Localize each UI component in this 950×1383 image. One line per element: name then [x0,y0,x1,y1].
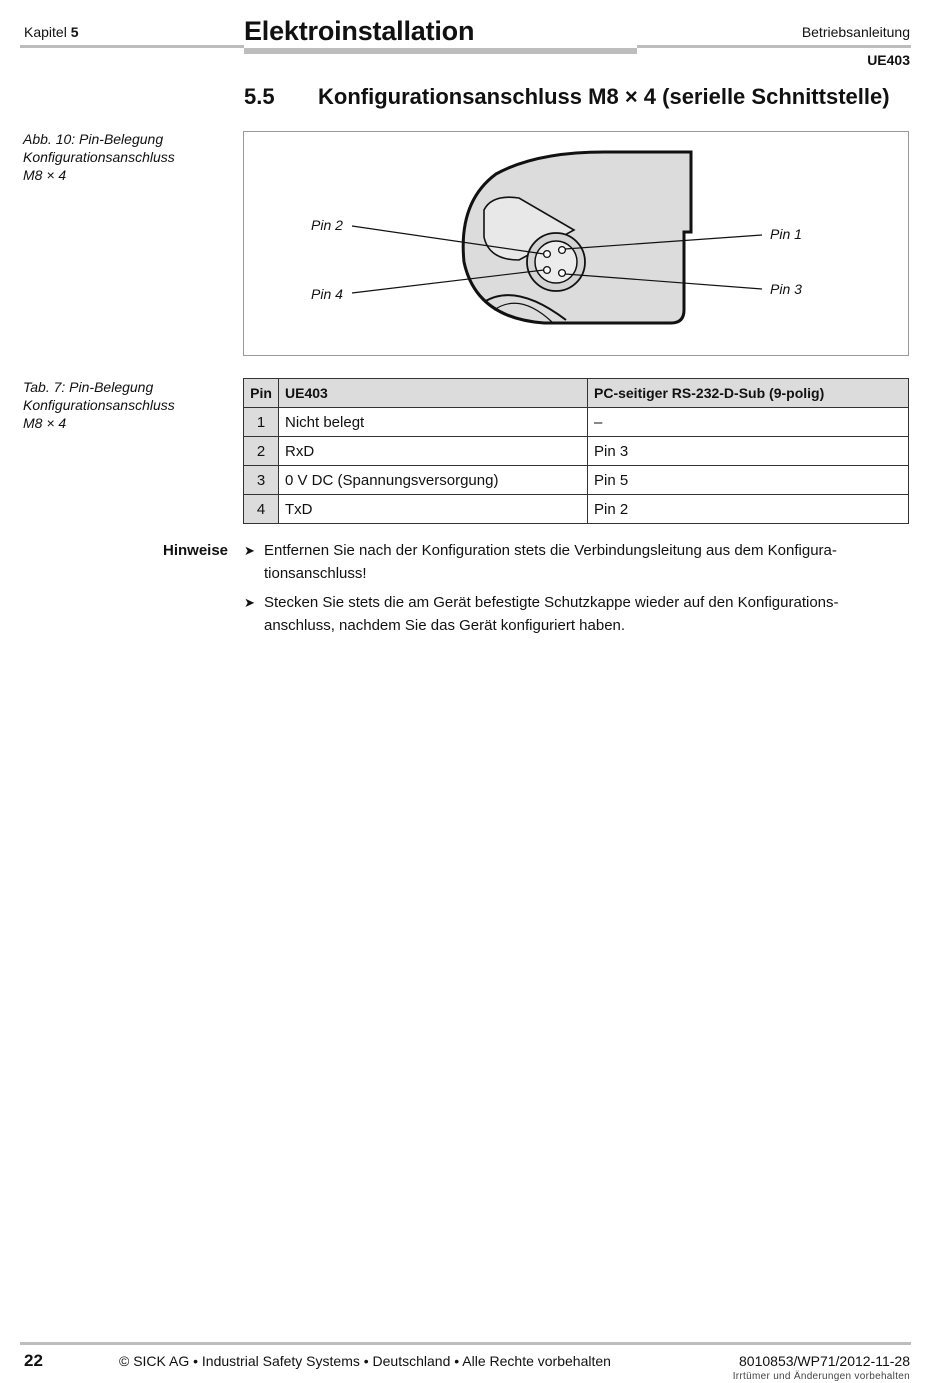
pin4-contact [544,267,551,274]
note-item [244,539,904,585]
pin-number: 2 [244,437,279,466]
note-text: Stecken Sie stets die am Gerät befestigte Schutzkappe wieder auf den Konfigurations- anschluss, nachdem Sie das Gerät konfiguriert haben. [264,594,839,634]
header-rule-middle [244,48,637,54]
note-item [244,591,904,637]
pc-pin: Pin 5 [588,466,909,495]
pc-pin: – [588,408,909,437]
pin4-label: Pin 4 [311,286,343,302]
pin3-label: Pin 3 [770,281,802,297]
header-pin: Pin [244,379,279,408]
arrow-bullet-icon: ➤ [244,543,255,558]
connector-figure [243,131,909,356]
footer-rule [20,1342,911,1345]
pin2-contact [544,251,551,258]
chapter-label: Kapitel 5 [24,24,79,40]
ue403-signal: TxD [279,495,588,524]
table-caption: Tab. 7: Pin-Belegung Konfigurationsanschluss M8 × 4 [23,379,175,431]
pc-pin: Pin 3 [588,437,909,466]
table-row [244,495,909,524]
document-id: 8010853/WP71/2012-11-28 [739,1353,910,1369]
pc-pin: Pin 2 [588,495,909,524]
ue403-signal: Nicht belegt [279,408,588,437]
header-pc-side: PC-seitiger RS-232-D-Sub (9-polig) [588,379,909,408]
document-type: Betriebsanleitung [801,24,910,40]
table-row [244,437,909,466]
disclaimer-text: Irrtümer und Änderungen vorbehalten [732,1371,910,1382]
figure-caption: Abb. 10: Pin-Belegung Konfigurationsanschluss M8 × 4 [23,131,175,183]
pin-assignment-table [243,378,909,524]
pin-number: 1 [244,408,279,437]
product-model: UE403 [867,52,910,68]
copyright-text: © SICK AG • Industrial Safety Systems • Deutschland • Alle Rechte vorbehalten [119,1353,611,1369]
pin-number: 4 [244,495,279,524]
page-number: 22 [24,1351,43,1370]
header-rule-right [637,45,911,48]
header-ue403: UE403 [279,379,588,408]
pin-number: 3 [244,466,279,495]
connector-drawing [244,132,910,357]
pin1-contact [559,247,566,254]
ue403-signal: RxD [279,437,588,466]
section-heading [244,84,890,110]
chapter-title: Elektroinstallation [244,16,475,46]
table-row [244,466,909,495]
chapter-number: 5 [70,24,79,40]
pin1-label: Pin 1 [770,226,802,242]
section-title: Konfigurationsanschluss M8 × 4 (serielle Schnittstelle) [318,84,890,109]
table-row [244,408,909,437]
header-rule-left [20,45,244,48]
notes-label: Hinweise [163,542,229,559]
section-number: 5.5 [244,84,275,109]
pin2-label: Pin 2 [311,217,343,233]
ue403-signal: 0 V DC (Spannungsversorgung) [279,466,588,495]
arrow-bullet-icon: ➤ [244,595,255,610]
pin3-contact [559,270,566,277]
socket-inner [535,241,577,283]
note-text: Entfernen Sie nach der Konfiguration stets die Verbindungsleitung aus dem Konfigura- tionsanschluss! [264,542,837,582]
table-header-row [244,379,909,408]
